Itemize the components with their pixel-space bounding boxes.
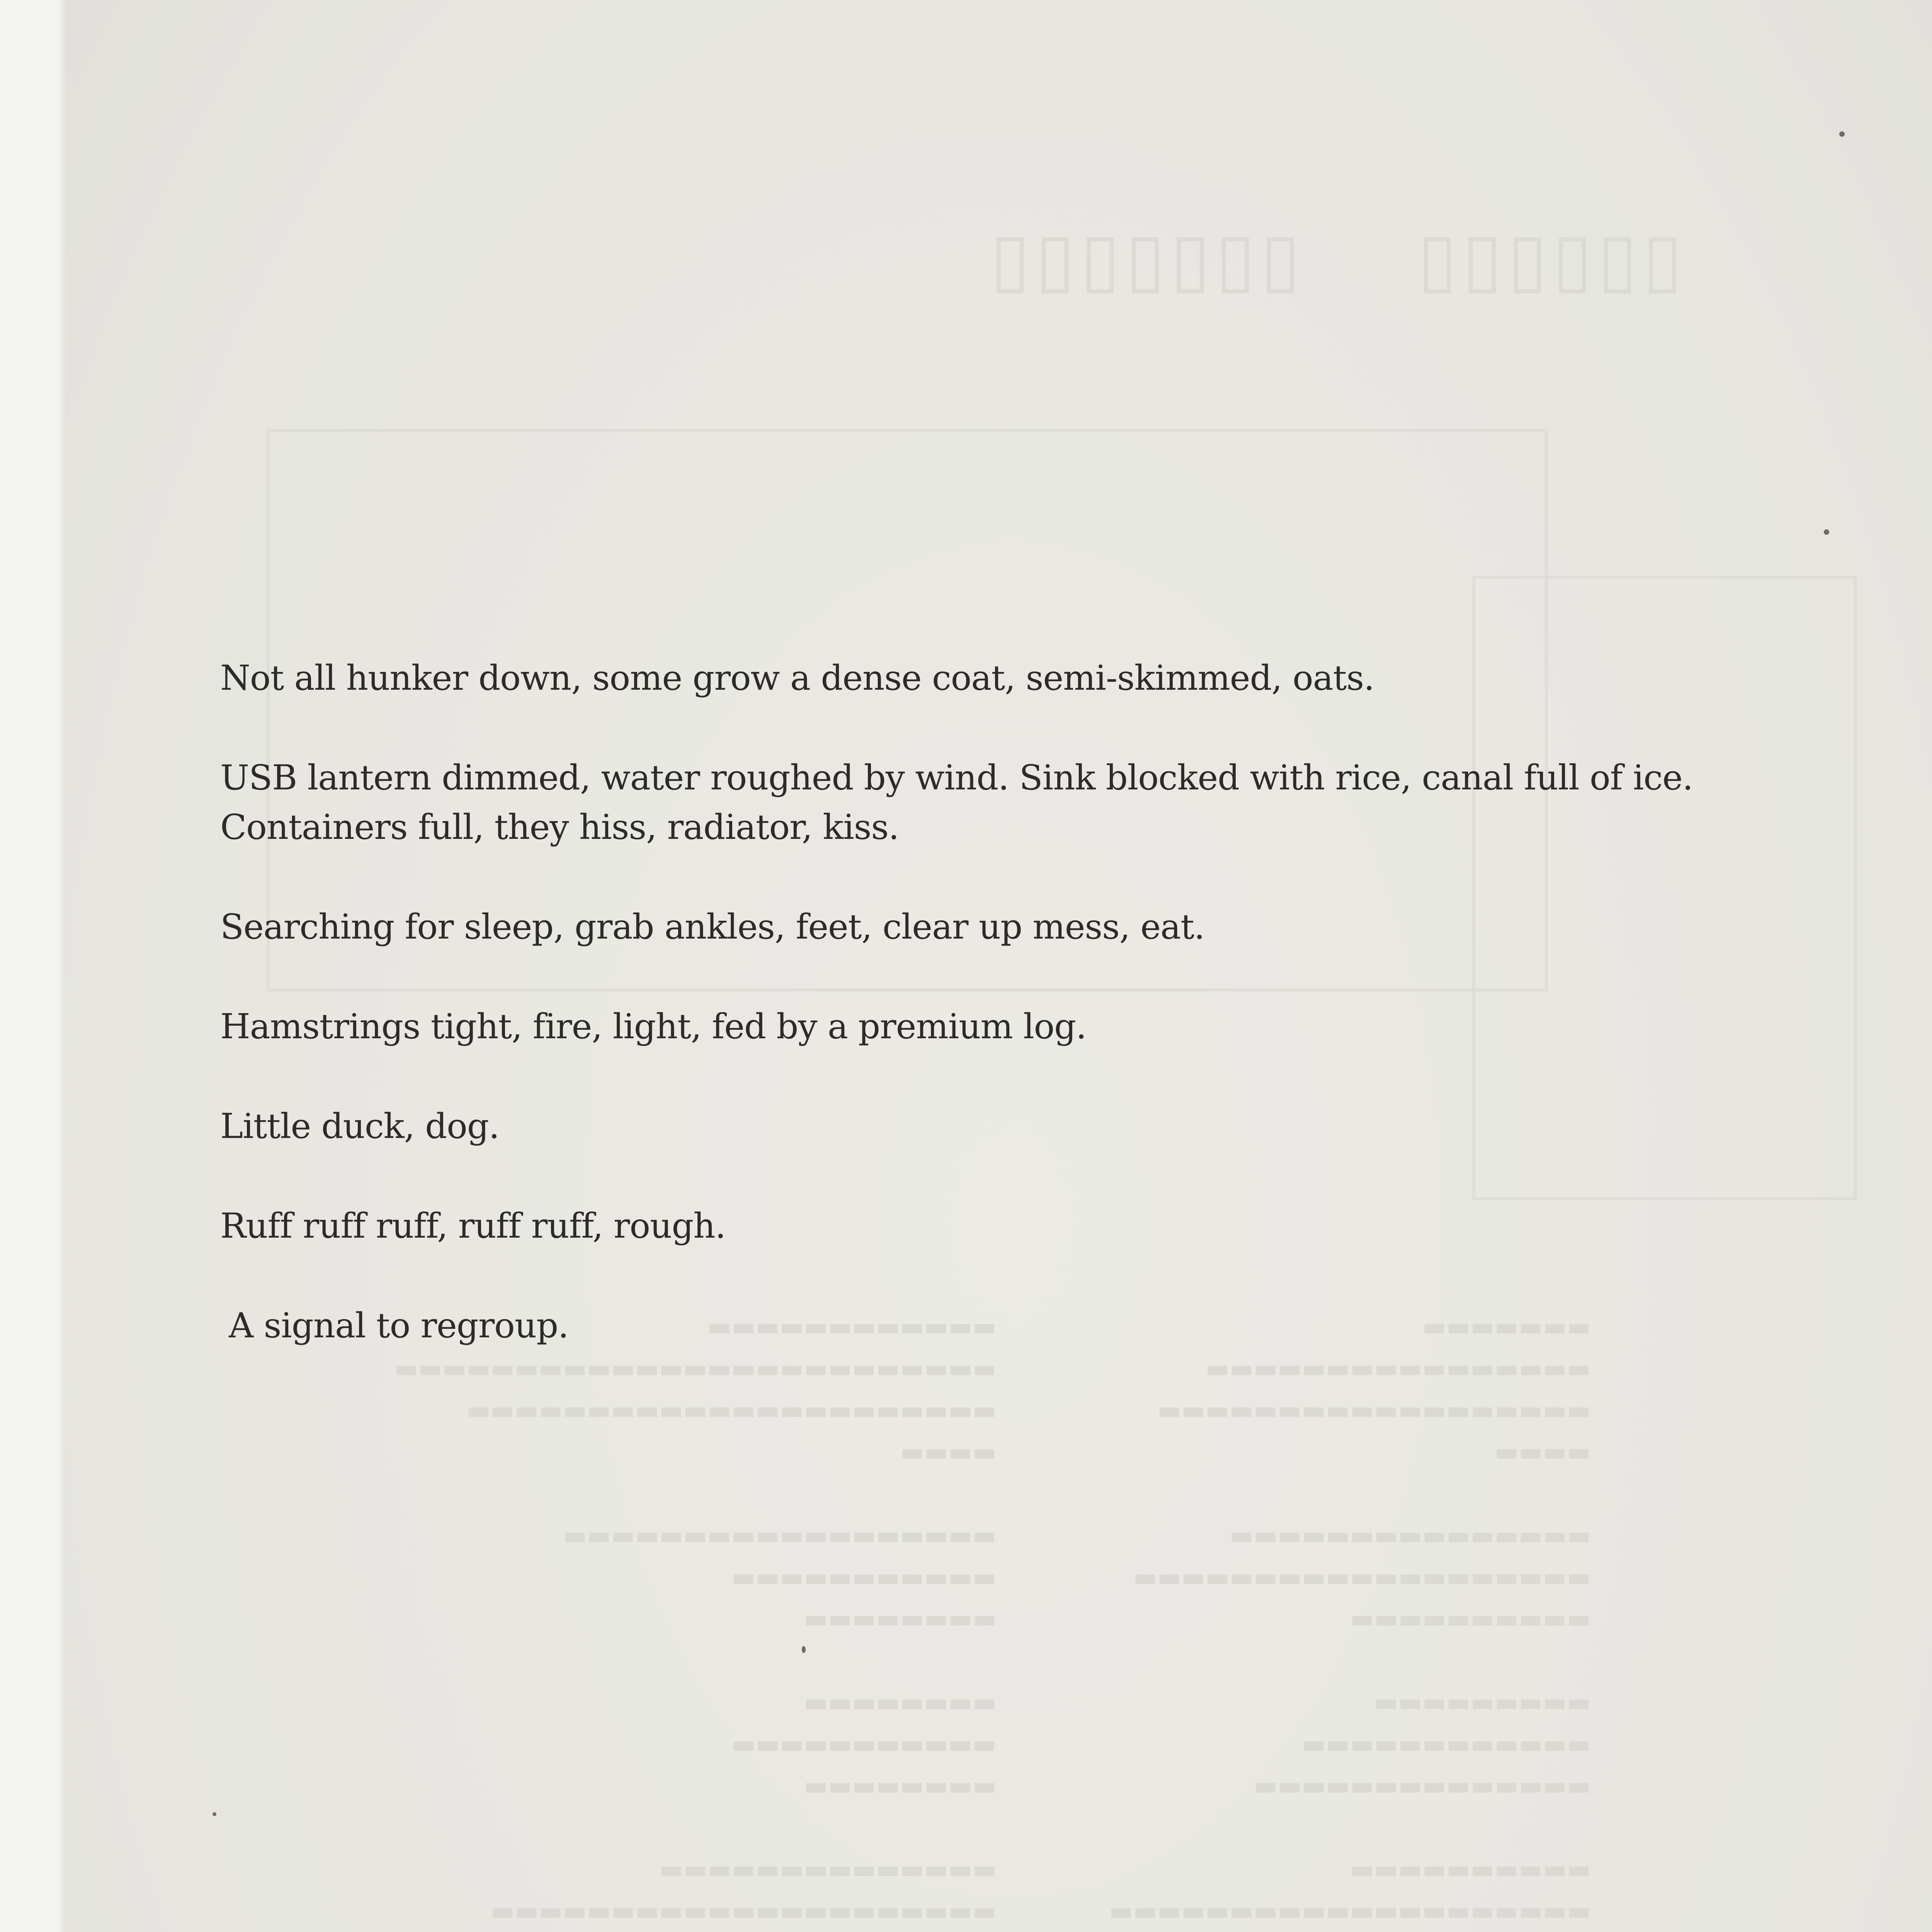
poem-stanza-3 xyxy=(220,902,1920,951)
bleed-through-column-1: ▬▬▬▬▬▬▬ ▬▬▬▬▬▬▬▬▬▬▬▬▬▬▬▬ ▬▬▬▬▬▬▬▬▬▬▬▬▬▬▬▬▬▬ ▬▬▬▬ ▬▬▬▬▬▬▬▬▬▬▬▬▬▬▬ ▬▬▬▬▬▬▬▬▬▬▬▬▬▬▬▬▬▬▬ ▬▬▬▬▬▬▬▬▬▬ ▬▬▬▬▬▬▬▬▬ ▬▬▬▬▬▬▬▬▬▬▬▬ ▬▬▬▬▬▬▬▬▬▬▬▬▬▬ ▬▬▬▬▬▬▬▬▬▬ ▬▬▬▬▬▬▬▬▬▬▬▬▬▬▬▬▬▬▬▬ xyxy=(1109,1312,1591,1926)
poem-stanza-2 xyxy=(220,753,1920,852)
poem-line: Searching for sleep, grab ankles, feet, clear up mess, eat. xyxy=(220,906,1205,947)
poem-line: Ruff ruff ruff, ruff ruff, rough. xyxy=(220,1206,726,1246)
poem-line: A signal to regroup. xyxy=(229,1305,569,1345)
poem-line: Little duck, dog. xyxy=(220,1106,499,1146)
poem-stanza-1 xyxy=(220,653,1920,702)
poem-line: Not all hunker down, some grow a dense coat, semi-skimmed, oats. xyxy=(220,658,1374,698)
poem-stanza-6 xyxy=(220,1201,1920,1250)
poem-line: Containers full, they hiss, radiator, kiss. xyxy=(220,807,899,847)
dust-speck xyxy=(802,1646,806,1653)
poem xyxy=(220,653,1920,1400)
dust-speck xyxy=(213,1812,216,1816)
poem-line: Hamstrings tight, fire, light, fed by a premium log. xyxy=(220,1006,1087,1046)
poem-stanza-5 xyxy=(220,1101,1920,1151)
dust-speck xyxy=(1839,131,1845,137)
bleed-through-column-2: ▬▬▬▬▬▬▬▬▬▬▬▬ ▬▬▬▬▬▬▬▬▬▬▬▬▬▬▬▬▬▬▬▬▬▬▬▬▬ ▬▬▬▬▬▬▬▬▬▬▬▬▬▬▬▬▬▬▬▬▬▬ ▬▬▬▬ ▬▬▬▬▬▬▬▬▬▬▬▬▬▬▬▬▬▬ ▬▬▬▬▬▬▬▬▬▬▬ ▬▬▬▬▬▬▬▬ ▬▬▬▬▬▬▬▬ ▬▬▬▬▬▬▬▬▬▬▬ ▬▬▬▬▬▬▬▬ ▬▬▬▬▬▬▬▬▬▬▬▬▬▬ ▬▬▬▬▬▬▬▬▬▬▬▬▬▬▬▬▬▬▬▬▬ xyxy=(394,1312,997,1926)
poem-stanza-7 xyxy=(220,1301,1920,1350)
bleed-through-title: ▯▯▯▯▯▯ ▯▯▯▯▯▯▯ xyxy=(985,216,1683,302)
dust-speck xyxy=(1824,529,1829,535)
poem-stanza-4 xyxy=(220,1002,1920,1051)
poem-line: USB lantern dimmed, water roughed by wind. Sink blocked with rice, canal full of ice. xyxy=(220,757,1693,798)
